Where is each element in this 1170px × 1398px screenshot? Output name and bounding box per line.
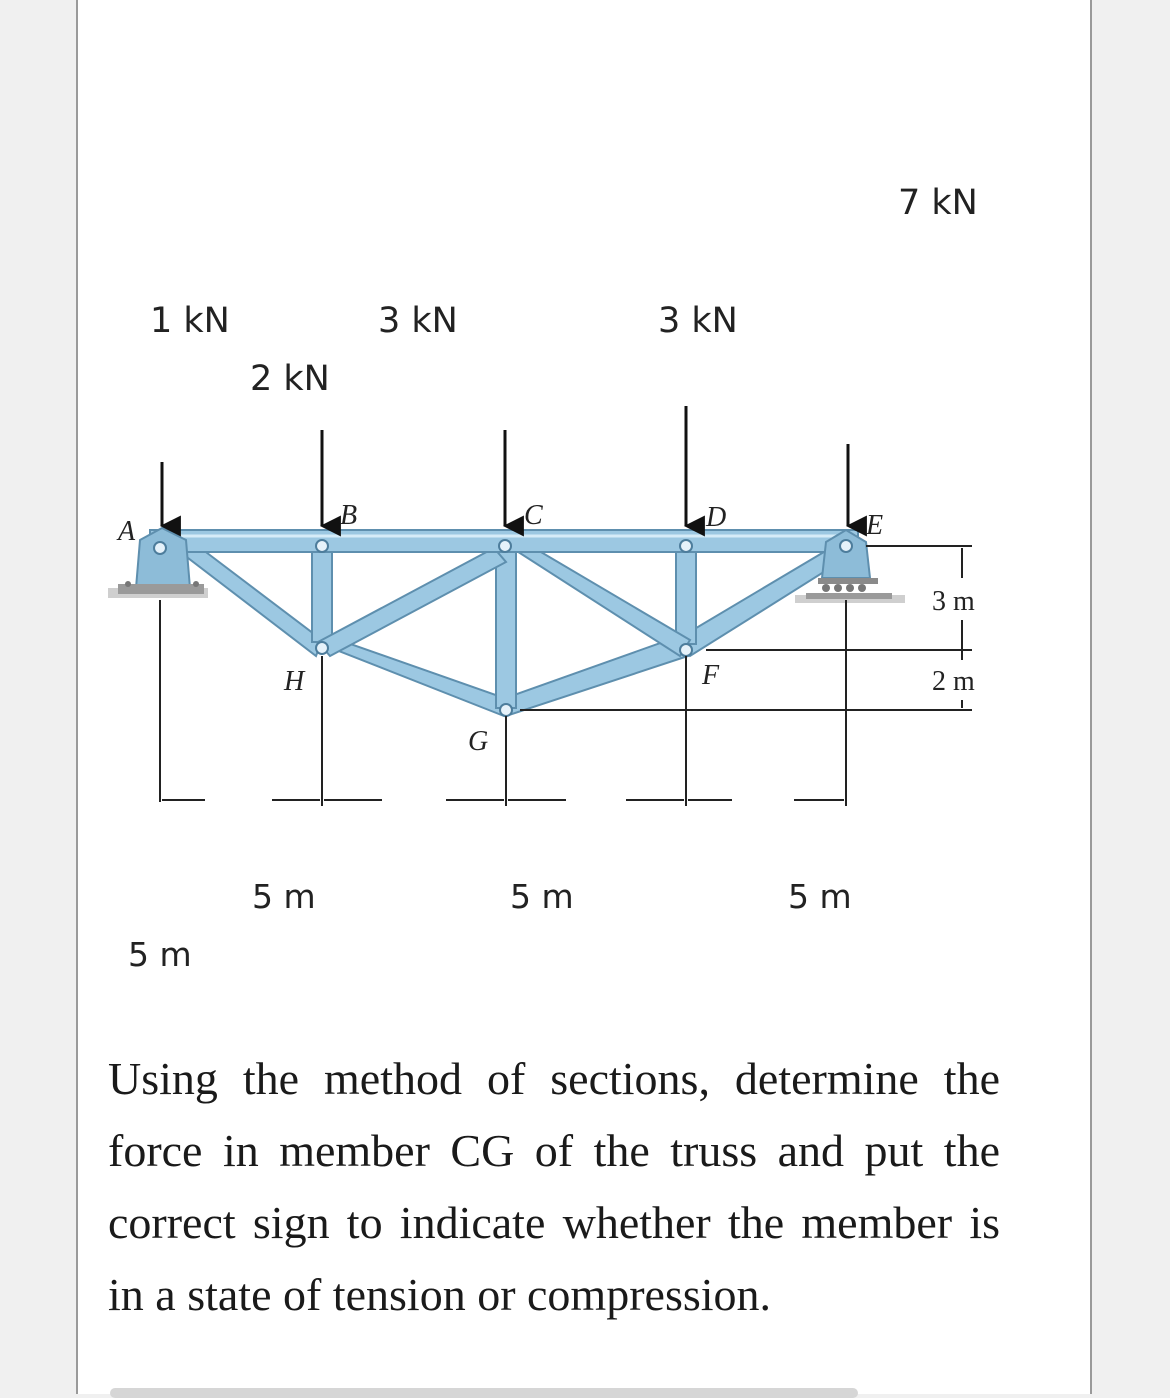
pin-f	[680, 644, 692, 656]
load-label-c: 3 kN	[378, 301, 458, 341]
question-text: Using the method of sections, determine the force in member CG of the truss and put the correct sign to indicate whether the member is in a state of tension or compression.	[108, 1053, 1000, 1320]
load-label-b: 2 kN	[250, 359, 330, 399]
node-label-a: A	[118, 516, 136, 547]
member-gf	[500, 636, 688, 716]
support-e-roller-3	[846, 584, 854, 592]
support-a-bolt-right	[193, 581, 199, 587]
node-label-d: D	[706, 502, 727, 533]
pin-a	[154, 542, 166, 554]
load-label-d: 3 kN	[658, 301, 738, 341]
support-e-roller-2	[834, 584, 842, 592]
bottom-bar	[110, 1388, 858, 1398]
height-label-upper: 3 m	[932, 586, 975, 617]
member-cf	[512, 542, 690, 656]
pin-d	[680, 540, 692, 552]
load-arrows	[162, 406, 848, 526]
node-label-c: C	[524, 500, 543, 531]
span-label-hg: 5 m	[252, 877, 316, 916]
node-label-e: E	[866, 510, 884, 541]
truss-members	[175, 540, 846, 716]
node-label-f: F	[702, 660, 720, 691]
pin-h	[316, 642, 328, 654]
span-label-fe: 5 m	[788, 877, 852, 916]
support-a-bolt-left	[125, 581, 131, 587]
load-label-e: 7 kN	[898, 183, 978, 223]
height-labels	[932, 586, 975, 697]
height-label-lower: 2 m	[932, 666, 975, 697]
support-e-base	[806, 593, 892, 599]
support-a-body	[136, 528, 190, 588]
node-label-h: H	[284, 666, 305, 697]
pin-e	[840, 540, 852, 552]
span-label-gf: 5 m	[510, 877, 574, 916]
member-hc	[318, 548, 506, 656]
support-e-roller-4	[858, 584, 866, 592]
support-e-plate	[818, 578, 878, 584]
member-df	[676, 540, 696, 644]
load-label-a: 1 kN	[150, 301, 230, 341]
support-a-base	[118, 584, 204, 594]
node-label-b: B	[340, 500, 358, 531]
span-label-ah: 5 m	[128, 935, 192, 974]
pin-b	[316, 540, 328, 552]
member-bh	[312, 540, 332, 642]
support-e-roller-1	[822, 584, 830, 592]
pin-c	[499, 540, 511, 552]
node-label-g: G	[468, 726, 489, 757]
pin-g	[500, 704, 512, 716]
